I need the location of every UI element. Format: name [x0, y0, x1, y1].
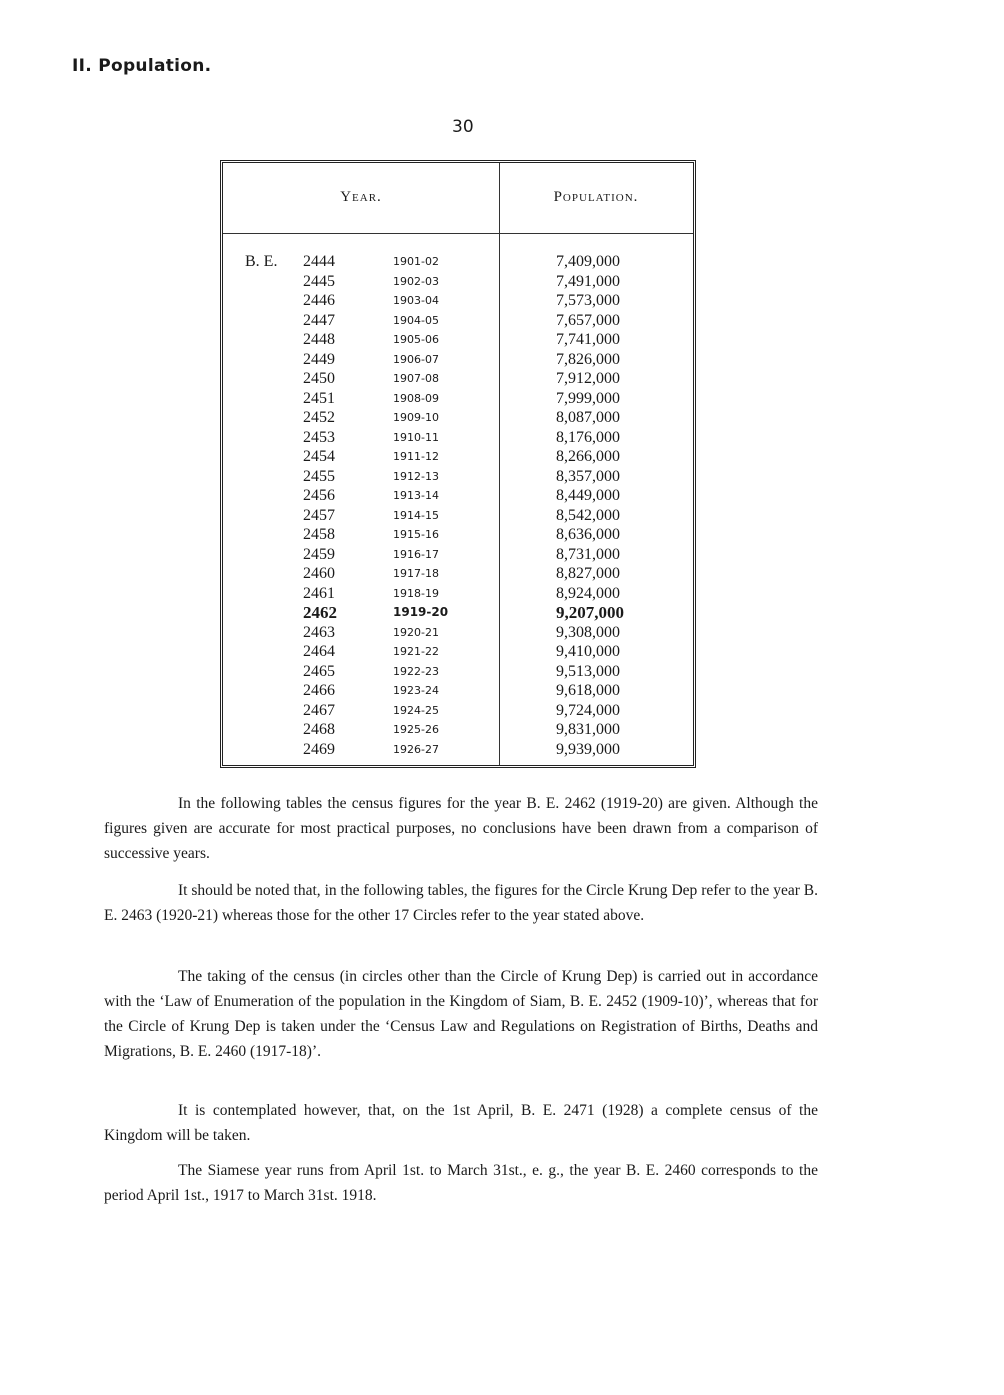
table-row: [223, 272, 693, 292]
table-row: [223, 252, 693, 272]
population-cell: 9,207,000: [556, 603, 624, 622]
paragraph-census-figures: In the following tables the census figures for the year B. E. 2462 (1919-20) are given. Although the figures given are accurate for most practical purposes, no conclusions have been drawn from a comparison of successive years.: [104, 795, 818, 862]
ce-year-cell: 1905-06: [393, 333, 439, 346]
table-row: [223, 369, 693, 389]
ce-year-cell: 1919-20: [393, 605, 449, 619]
table-body: [223, 252, 693, 759]
table-row: [223, 564, 693, 584]
population-cell: 7,409,000: [556, 253, 620, 270]
population-cell: 7,657,000: [556, 311, 620, 329]
table-row: [223, 506, 693, 526]
population-cell: 9,513,000: [556, 662, 620, 680]
be-prefix-label: B. E.: [245, 253, 278, 270]
section-heading: II. Population.: [72, 56, 212, 76]
be-year-cell: 2451: [303, 389, 335, 407]
ce-year-cell: 1912-13: [393, 469, 439, 483]
population-cell: 8,449,000: [556, 487, 620, 504]
be-year-cell: 2459: [303, 545, 335, 563]
be-year-cell: 2455: [303, 467, 335, 485]
table-row: [223, 291, 693, 311]
ce-year-cell: 1911-12: [393, 450, 439, 463]
population-cell: 8,542,000: [556, 506, 620, 524]
ce-year-cell: 1914-15: [393, 508, 439, 522]
paragraph-complete-census: It is contemplated however, that, on the 1st April, B. E. 2471 (1928) a complete census of the Kingdom will be taken.: [104, 1102, 818, 1144]
paragraph-krung-dep-note: It should be noted that, in the following tables, the figures for the Circle Krung Dep refer to the year B. E. 2463 (1920-21) whereas those for the other 17 Circles refer to the year stated above.: [104, 882, 818, 924]
ce-year-cell: 1916-17: [393, 547, 439, 561]
table-row: [223, 330, 693, 350]
table-row: [223, 467, 693, 487]
population-cell: 9,410,000: [556, 643, 620, 660]
population-cell: 7,573,000: [556, 292, 620, 309]
be-year-cell: 2445: [303, 272, 335, 290]
be-year-cell: 2460: [303, 565, 335, 582]
be-year-cell: 2467: [303, 701, 335, 719]
table-row: [223, 642, 693, 662]
table-row: [223, 350, 693, 370]
ce-year-cell: 1925-26: [393, 723, 439, 736]
population-cell: 8,924,000: [556, 584, 620, 602]
page-number: 30: [452, 117, 474, 137]
table-row: [223, 525, 693, 545]
ce-year-cell: 1917-18: [393, 567, 439, 580]
ce-year-cell: 1906-07: [393, 352, 439, 366]
column-header-population: Population.: [553, 189, 639, 205]
table-row: [223, 408, 693, 428]
ce-year-cell: 1921-22: [393, 645, 439, 658]
be-year-cell: 2452: [303, 409, 335, 426]
population-cell: 9,939,000: [556, 740, 620, 758]
population-cell: 7,826,000: [556, 350, 620, 368]
table-row: [223, 447, 693, 467]
ce-year-cell: 1915-16: [393, 528, 439, 541]
paragraph-siamese-year: The Siamese year runs from April 1st. to March 31st., e. g., the year B. E. 2460 corresponds to the period April 1st., 1917 to March 31st. 1918.: [104, 1162, 818, 1204]
be-year-cell: 2446: [303, 292, 335, 309]
be-year-cell: 2458: [303, 526, 335, 543]
table-row: [223, 584, 693, 604]
table-row: [223, 720, 693, 740]
population-cell: 7,999,000: [556, 389, 620, 407]
be-year-cell: 2463: [303, 623, 335, 641]
table-row: [223, 486, 693, 506]
population-cell: 8,636,000: [556, 526, 620, 543]
table-row: [223, 681, 693, 701]
ce-year-cell: 1907-08: [393, 372, 439, 385]
be-year-cell: 2448: [303, 331, 335, 348]
be-year-cell: 2457: [303, 506, 335, 524]
population-cell: 9,724,000: [556, 701, 620, 719]
population-cell: 7,491,000: [556, 272, 620, 290]
ce-year-cell: 1920-21: [393, 625, 439, 639]
population-cell: 8,176,000: [556, 428, 620, 446]
ce-year-cell: 1902-03: [393, 274, 439, 288]
table-row: [223, 545, 693, 565]
be-year-cell: 2469: [303, 740, 335, 758]
ce-year-cell: 1922-23: [393, 664, 439, 678]
table-row: [223, 740, 693, 760]
population-cell: 8,266,000: [556, 448, 620, 465]
be-year-cell: 2468: [303, 721, 335, 738]
ce-year-cell: 1903-04: [393, 294, 439, 307]
ce-year-cell: 1908-09: [393, 391, 439, 405]
header-rule: [223, 233, 693, 234]
population-cell: 8,357,000: [556, 467, 620, 485]
ce-year-cell: 1904-05: [393, 313, 439, 327]
paragraph-census-law: The taking of the census (in circles other than the Circle of Krung Dep) is carried out in accordance with the ‘Law of Enumeration of the population in the Kingdom of Siam, B. E. 2452 (1909-10)’, whereas that for the Circle of Krung Dep is taken under the ‘Census Law and Regulations on Registration of Births, Deaths and Migrations, B. E. 2460 (1917-18)’.: [104, 968, 818, 1060]
population-cell: 8,827,000: [556, 565, 620, 582]
ce-year-cell: 1918-19: [393, 586, 439, 600]
be-year-cell: 2465: [303, 662, 335, 680]
ce-year-cell: 1923-24: [393, 684, 439, 697]
ce-year-cell: 1910-11: [393, 430, 439, 444]
be-year-cell: 2449: [303, 350, 335, 368]
table-row: [223, 603, 693, 623]
column-header-year: Year.: [340, 189, 382, 205]
ce-year-cell: 1924-25: [393, 703, 439, 717]
be-year-cell: 2456: [303, 487, 335, 504]
be-year-cell: 2461: [303, 584, 335, 602]
be-year-cell: 2450: [303, 370, 335, 387]
table-row: [223, 701, 693, 721]
be-year-cell: 2454: [303, 448, 335, 465]
ce-year-cell: 1909-10: [393, 411, 439, 424]
population-cell: 8,731,000: [556, 545, 620, 563]
table-row: [223, 389, 693, 409]
ce-year-cell: 1913-14: [393, 489, 439, 502]
be-year-cell: 2466: [303, 682, 335, 699]
population-cell: 9,831,000: [556, 721, 620, 738]
be-year-cell: 2462: [303, 603, 337, 622]
ce-year-cell: 1901-02: [393, 255, 439, 268]
population-table: [220, 160, 696, 768]
table-row: [223, 428, 693, 448]
table-row: [223, 311, 693, 331]
population-cell: 9,308,000: [556, 623, 620, 641]
be-year-cell: 2444: [303, 253, 335, 270]
population-cell: 8,087,000: [556, 409, 620, 426]
be-year-cell: 2453: [303, 428, 335, 446]
ce-year-cell: 1926-27: [393, 742, 439, 756]
be-year-cell: 2447: [303, 311, 335, 329]
table-row: [223, 662, 693, 682]
population-cell: 9,618,000: [556, 682, 620, 699]
population-cell: 7,741,000: [556, 331, 620, 348]
table-row: [223, 623, 693, 643]
population-cell: 7,912,000: [556, 370, 620, 387]
be-year-cell: 2464: [303, 643, 335, 660]
